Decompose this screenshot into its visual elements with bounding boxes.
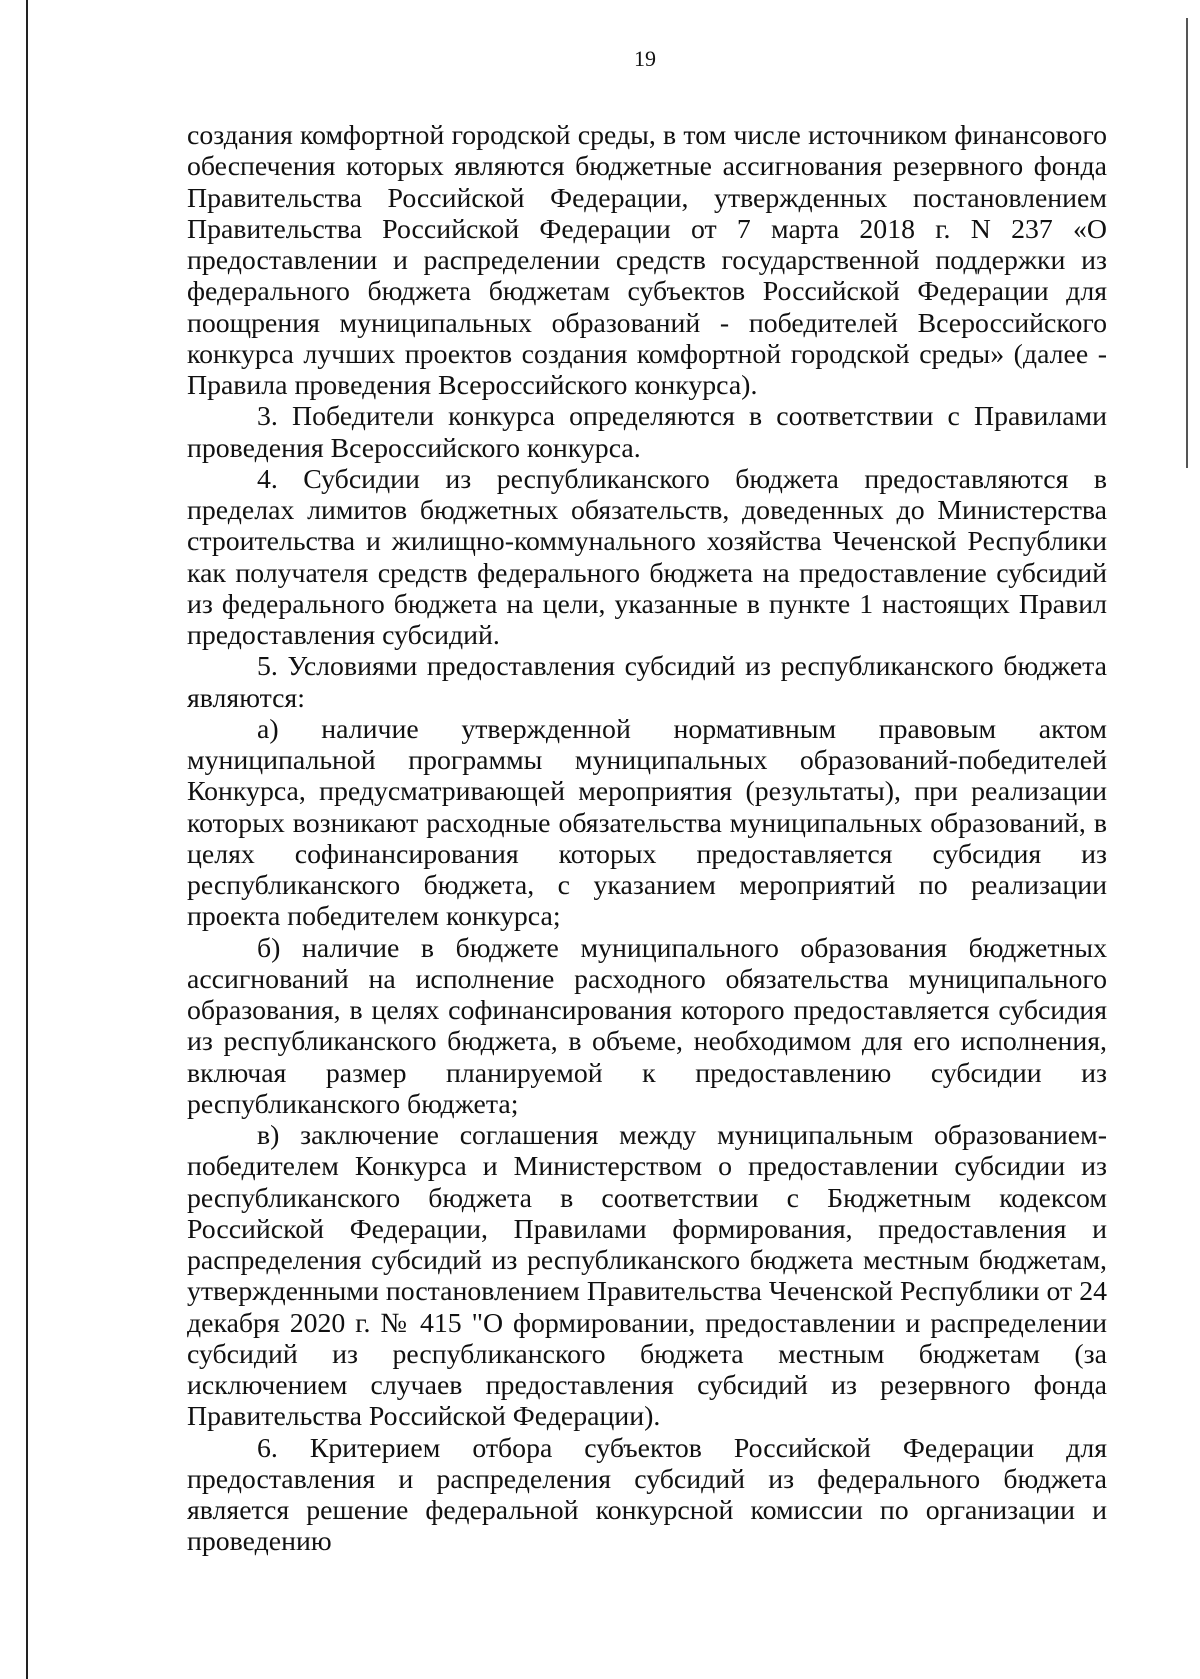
paragraph-3: 3. Победители конкурса определяются в соответствии с Правилами проведения Всероссийского конкурса.	[187, 401, 1107, 464]
paragraph-5v: в) заключение соглашения между муниципальным образованием-победителем Конкурса и Министерством о предоставлении субсидии из республиканского бюджета в соответствии с Бюджетным кодексом Российской Федерации, Правилами формирования, предоставления и распределения субсидий из республиканского бюджета местным бюджетам, утвержденными постановлением Правительства Чеченской Республики от 24 декабря 2020 г. № 415 "О формировании, предоставлении и распределении субсидий из республиканского бюджета местным бюджетам (за исключением случаев предоставления субсидий из резервного фонда Правительства Российской Федерации).	[187, 1120, 1107, 1433]
paragraph-continuation: создания комфортной городской среды, в том числе источником финансового обеспечения которых являются бюджетные ассигнования резервного фонда Правительства Российской Федерации, утвержденных постановлением Правительства Российской Федерации от 7 марта 2018 г. N 237 «О предоставлении и распределении средств государственной поддержки из федерального бюджета бюджетам субъектов Российской Федерации для поощрения муниципальных образований - победителей Всероссийского конкурса лучших проектов создания комфортной городской среды» (далее - Правила проведения Всероссийского конкурса).	[187, 120, 1107, 401]
paragraph-5: 5. Условиями предоставления субсидий из республиканского бюджета являются:	[187, 651, 1107, 714]
paragraph-5a: а) наличие утвержденной нормативным правовым актом муниципальной программы муниципальных образований-победителей Конкурса, предусматривающей мероприятия (результаты), при реализации которых возникают расходные обязательства муниципальных образований, в целях софинансирования которых предоставляется субсидия из республиканского бюджета, с указанием мероприятий по реализации проекта победителем конкурса;	[187, 713, 1107, 933]
scan-left-edge	[26, 0, 28, 1679]
page-number: 19	[634, 46, 656, 71]
document-body	[187, 120, 1107, 1558]
paragraph-4: 4. Субсидии из республиканского бюджета предоставляются в пределах лимитов бюджетных обязательств, доведенных до Министерства строительства и жилищно-коммунального хозяйства Чеченской Республики как получателя средств федерального бюджета на предоставление субсидий из федерального бюджета на цели, указанные в пункте 1 настоящих Правил предоставления субсидий.	[187, 463, 1107, 651]
paragraph-5b: б) наличие в бюджете муниципального образования бюджетных ассигнований на исполнение расходного обязательства муниципального образования, в целях софинансирования которого предоставляется субсидия из республиканского бюджета, в объеме, необходимом для его исполнения, включая размер планируемой к предоставлению субсидии из республиканского бюджета;	[187, 932, 1107, 1120]
scan-right-edge	[1186, 18, 1188, 468]
paragraph-6: 6. Критерием отбора субъектов Российской Федерации для предоставления и распределения субсидий из федерального бюджета является решение федеральной конкурсной комиссии по организации и проведению	[187, 1432, 1107, 1558]
